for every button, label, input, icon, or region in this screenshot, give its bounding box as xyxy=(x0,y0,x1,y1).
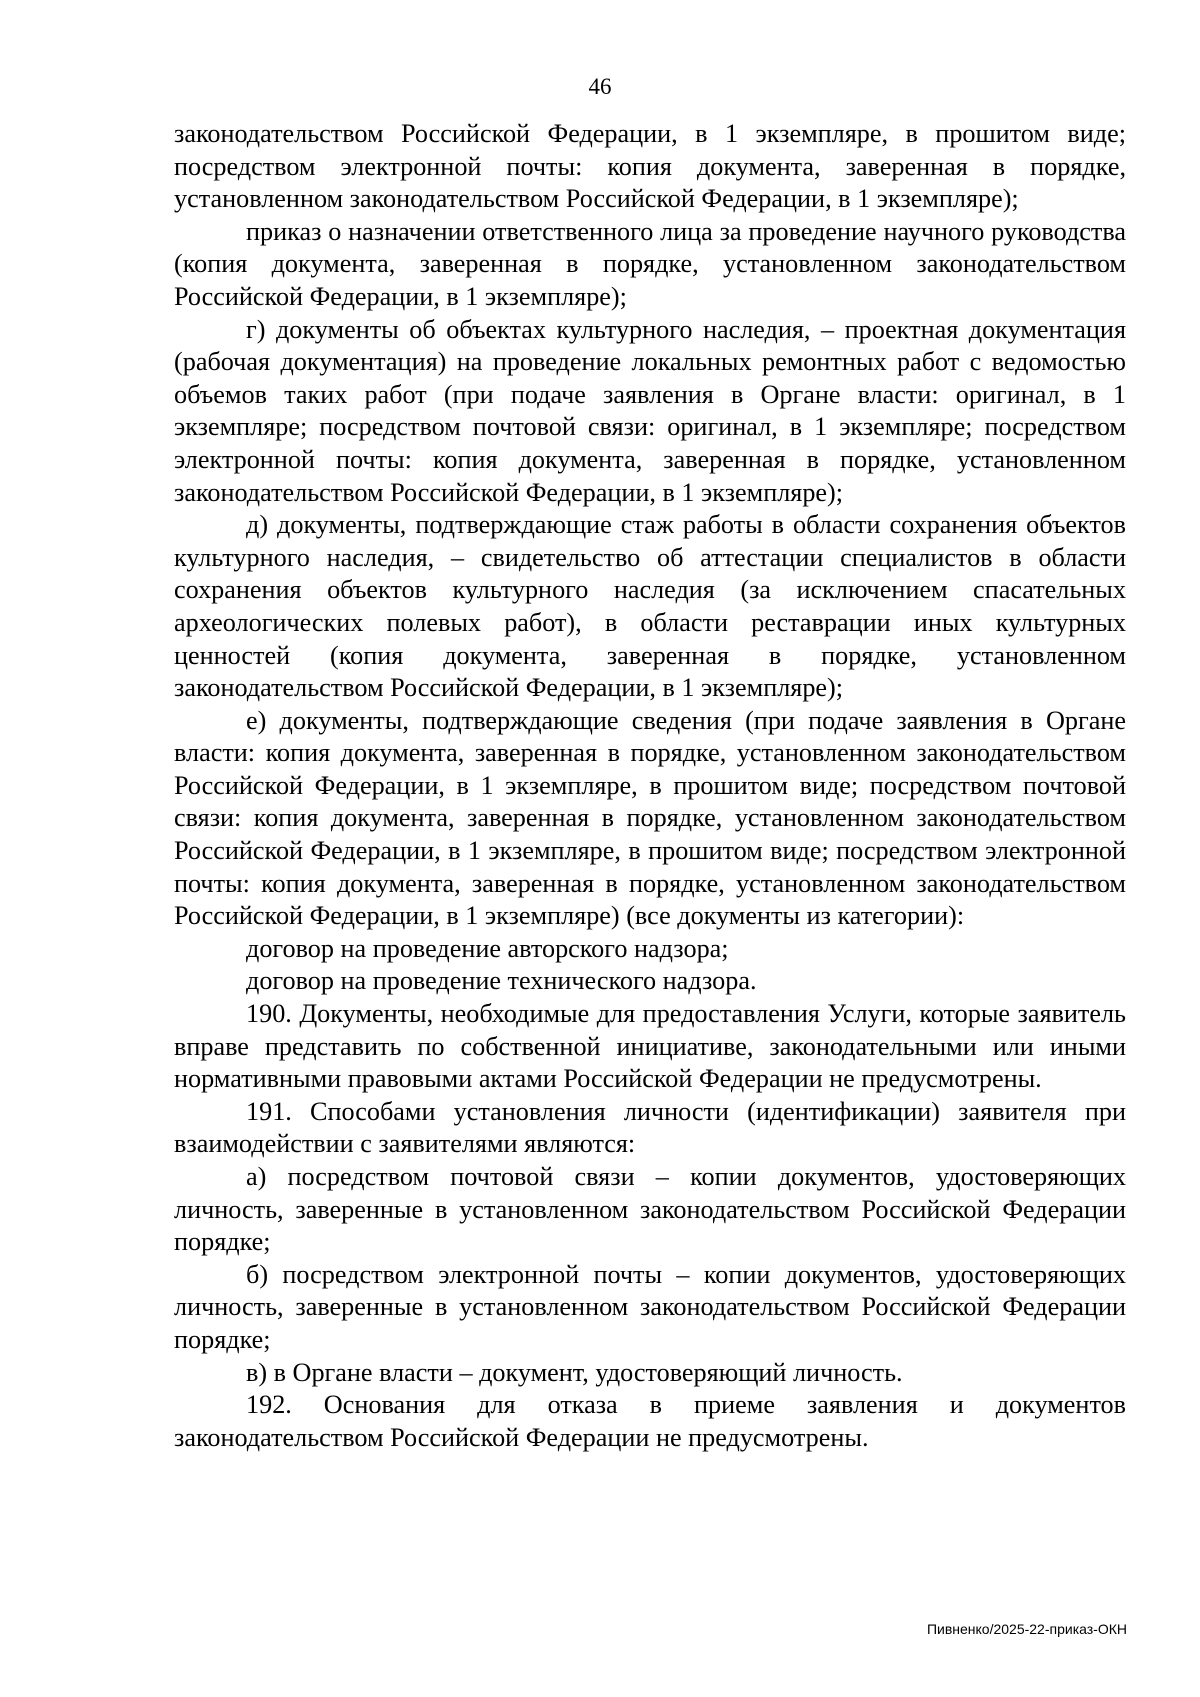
document-footer-code: Пивненко/2025-22-приказ-ОКН xyxy=(926,1621,1127,1637)
page-number: 46 xyxy=(588,74,612,99)
paragraph: г) документы об объектах культурного наследия, – проектная документация (рабочая документация) на проведение локальных ремонтных работ с ведомостью объемов таких работ (при подаче заявления в Органе власти: оригинал, в 1 экземпляре; посредством почтовой связи: оригинал, в 1 экземпляре; посредством электронной почты: копия документа, заверенная в порядке, установленном законодательством Российской Федерации, в 1 экземпляре); xyxy=(174,314,1126,507)
paragraph: б) посредством электронной почты – копии документов, удостоверяющих личность, заверенные в установленном законодательством Российской Федерации порядке; xyxy=(174,1259,1126,1354)
paragraph: в) в Органе власти – документ, удостоверяющий личность. xyxy=(246,1357,903,1387)
paragraph: приказ о назначении ответственного лица за проведение научного руководства (копия документа, заверенная в порядке, установленном законодательством Российской Федерации, в 1 экземпляре); xyxy=(174,216,1126,311)
paragraph: 192. Основания для отказа в приеме заявления и документов законодательством Российской Федерации не предусмотрены. xyxy=(174,1390,1126,1452)
paragraph: 190. Документы, необходимые для предоставления Услуги, которые заявитель вправе представить по собственной инициативе, законодательными или иными нормативными правовыми актами Российской Федерации не предусмотрены. xyxy=(174,999,1126,1094)
paragraph: д) документы, подтверждающие стаж работы в области сохранения объектов культурного наследия, – свидетельство об аттестации специалистов в области сохранения объектов культурного наследия (за исключением спасательных археологических полевых работ), в области реставрации иных культурных ценностей (копия документа, заверенная в порядке, установленном законодательством Российской Федерации, в 1 экземпляре); xyxy=(174,510,1126,703)
paragraph: 191. Способами установления личности (идентификации) заявителя при взаимодействии с заявителями являются: xyxy=(174,1096,1126,1159)
paragraph: договор на проведение технического надзора. xyxy=(246,966,757,996)
paragraph: а) посредством почтовой связи – копии документов, удостоверяющих личность, заверенные в установленном законодательством Российской Федерации порядке; xyxy=(174,1162,1126,1257)
paragraph: законодательством Российской Федерации, в 1 экземпляре, в прошитом виде; посредством электронной почты: копия документа, заверенная в порядке, установленном законодательством Российской Федерации, в 1 экземпляре); xyxy=(174,119,1126,214)
document-body xyxy=(174,118,1126,1454)
paragraph: договор на проведение авторского надзора; xyxy=(246,933,729,963)
paragraph: е) документы, подтверждающие сведения (при подаче заявления в Органе власти: копия документа, заверенная в порядке, установленном законодательством Российской Федерации, в 1 экземпляре, в прошитом виде; посредством почтовой связи: копия документа, заверенная в порядке, установленном законодательством Российской Федерации, в 1 экземпляре, в прошитом виде; посредством электронной почты: копия документа, заверенная в порядке, установленном законодательством Российской Федерации, в 1 экземпляре) (все документы из категории): xyxy=(174,705,1126,931)
